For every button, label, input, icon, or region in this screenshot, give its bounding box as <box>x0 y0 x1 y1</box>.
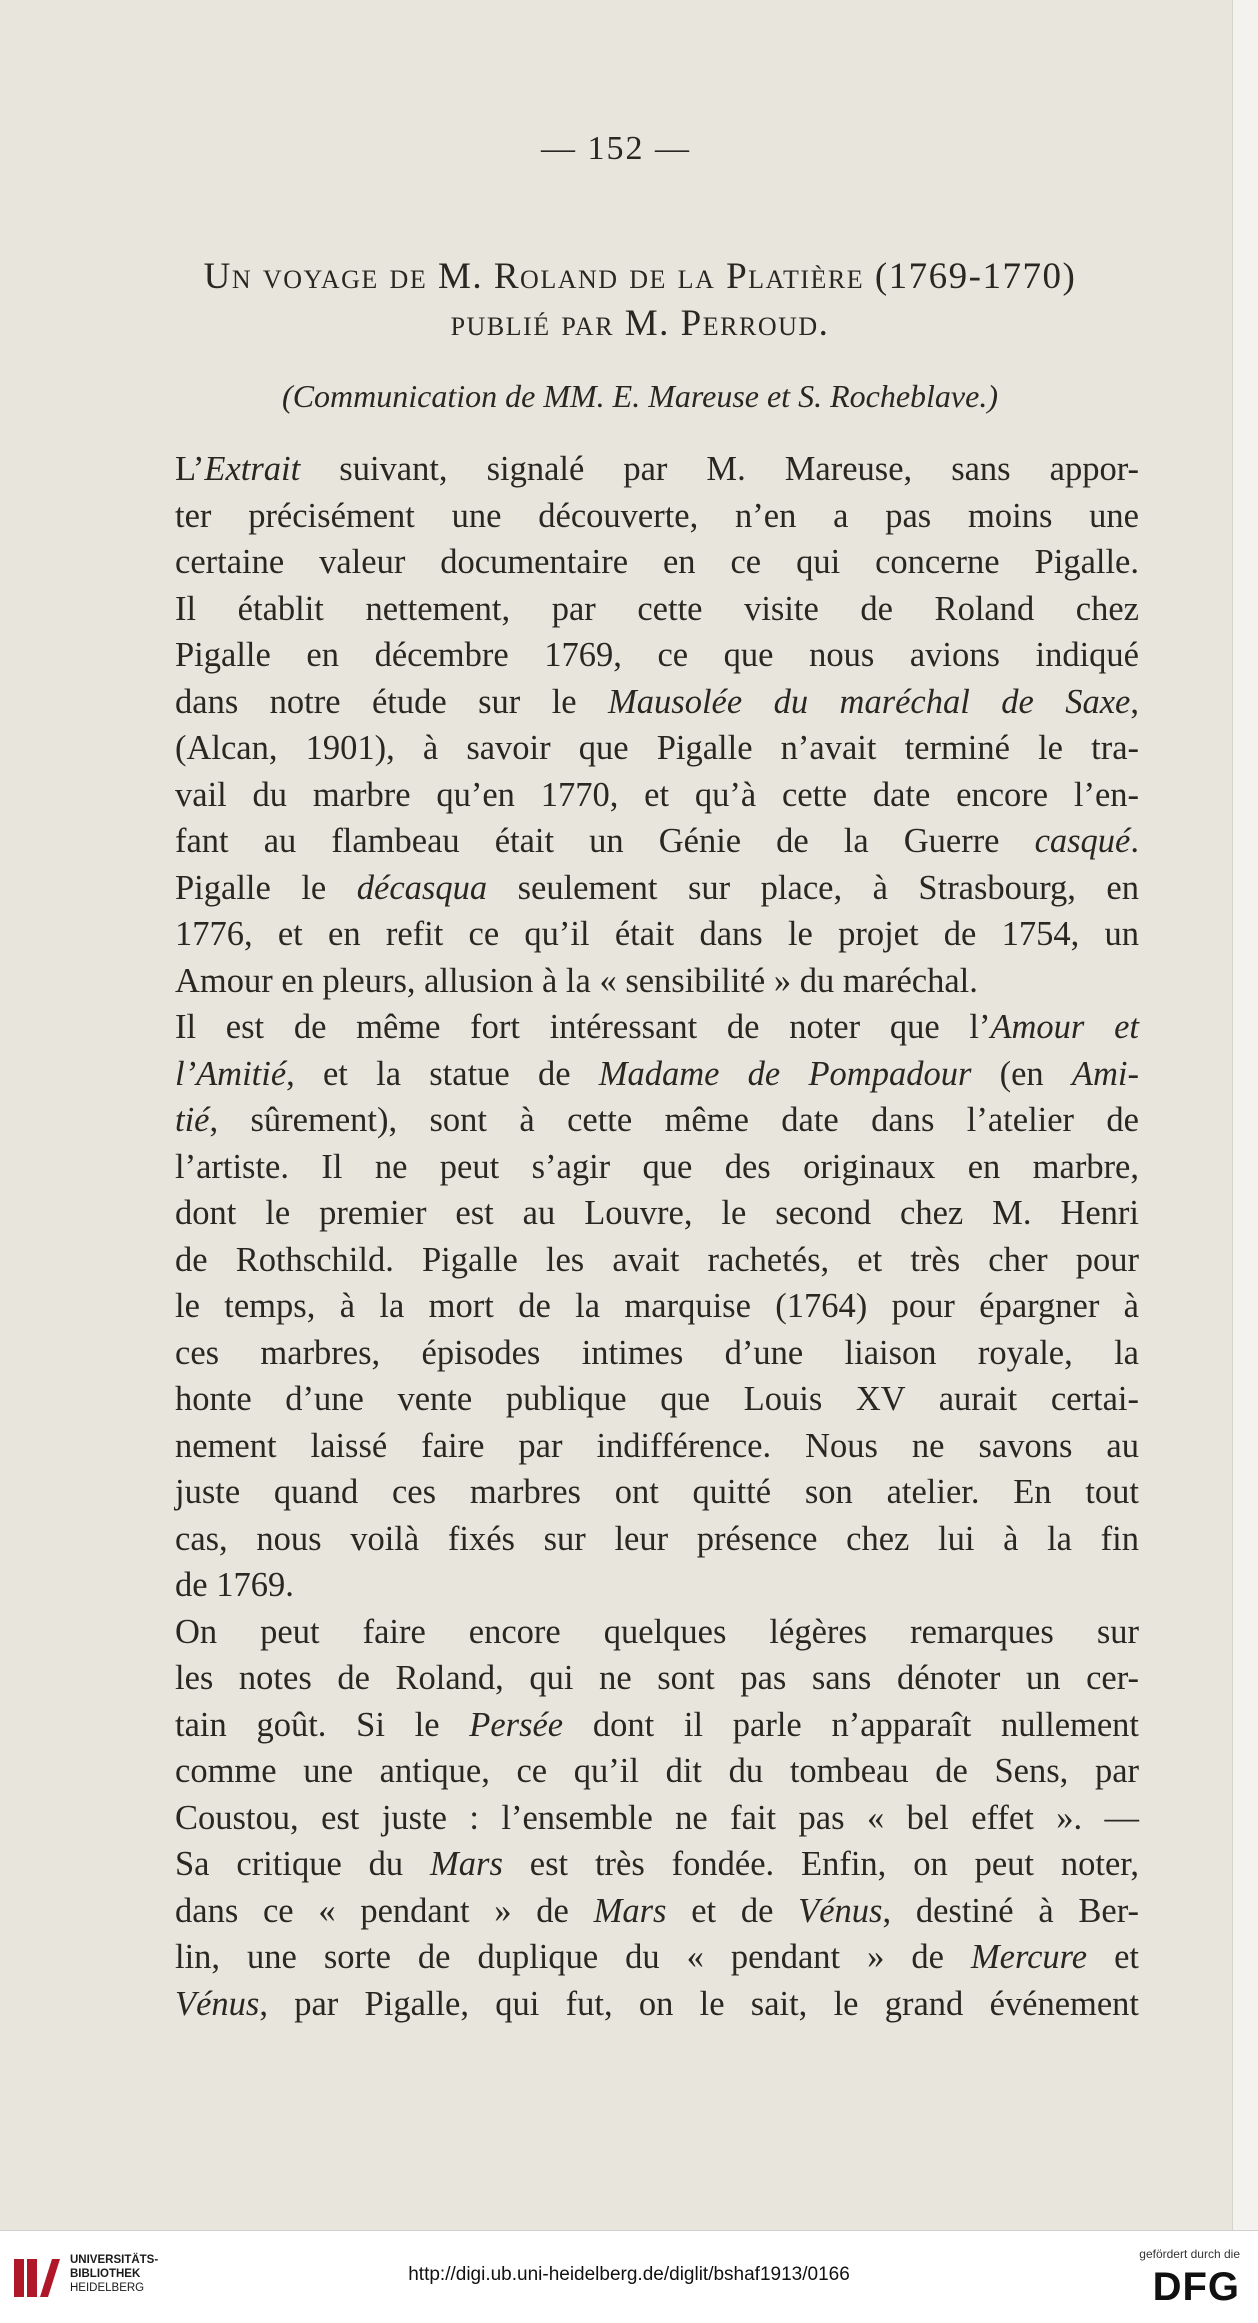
text-line: l’Amitié, et la statue de Madame de Pompadour (en Ami- <box>175 1054 1139 1093</box>
text-line: tain goût. Si le Persée dont il parle n’apparaît nullement <box>175 1705 1139 1744</box>
text-line: de Rothschild. Pigalle les avait rachetés, et très cher pour <box>175 1240 1139 1279</box>
footer-bar <box>0 2230 1258 2323</box>
text-line: Pigalle en décembre 1769, ce que nous avions indiqué <box>175 636 1139 674</box>
sponsor-label: gefördert durch die <box>1139 2247 1240 2261</box>
text-line: certaine valeur documentaire en ce qui concerne Pigalle. <box>175 543 1139 581</box>
body-text <box>135 446 1139 2027</box>
text-line: fant au flambeau était un Génie de la Guerre casqué. <box>175 822 1139 860</box>
text-line: Il est de même fort intéressant de noter que l’Amour et <box>175 1008 1139 1046</box>
text-line: Sa critique du Mars est très fondée. Enfin, on peut noter, <box>175 1845 1139 1883</box>
text-line: Coustou, est juste : l’ensemble ne fait pas « bel effet ». — <box>175 1798 1139 1837</box>
text-line: L’Extrait suivant, signalé par M. Mareuse, sans appor- <box>175 450 1139 488</box>
text-line: Il établit nettement, par cette visite de Roland chez <box>175 589 1139 628</box>
text-line: (Alcan, 1901), à savoir que Pigalle n’avait terminé le tra- <box>175 729 1139 767</box>
article-subtitle: publié par M. Perroud. <box>450 303 830 344</box>
dfg-logo: DFG <box>1152 2265 1240 2309</box>
permalink-url[interactable]: http://digi.ub.uni-heidelberg.de/diglit/bshaf1913/0166 <box>408 2264 850 2285</box>
paragraph-1 <box>135 446 1139 1004</box>
text-line: comme une antique, ce qu’il dit du tombeau de Sens, par <box>175 1752 1139 1790</box>
text-line: l’artiste. Il ne peut s’agir que des originaux en marbre, <box>175 1147 1139 1186</box>
text-line: dans notre étude sur le Mausolée du maréchal de Saxe, <box>175 682 1139 721</box>
paragraph-3 <box>135 1609 1139 2028</box>
library-name: UNIVERSITÄTS- BIBLIOTHEK HEIDELBERG <box>70 2254 159 2294</box>
text-line: vail du marbre qu’en 1770, et qu’à cette date encore l’en- <box>175 775 1139 814</box>
text-line: juste quand ces marbres ont quitté son atelier. En tout <box>175 1473 1139 1511</box>
text-line: cas, nous voilà fixés sur leur présence chez lui à la fin <box>175 1519 1139 1558</box>
page-number: — 152 — <box>541 130 691 167</box>
page-edge <box>1232 0 1258 2230</box>
text-line: dont le premier est au Louvre, le second chez M. Henri <box>175 1194 1139 1232</box>
text-line: Pigalle le décasqua seulement sur place, à Strasbourg, en <box>175 868 1139 907</box>
communication-note: (Communication de MM. E. Mareuse et S. Rocheblave.) <box>282 378 998 414</box>
text-line: Amour en pleurs, allusion à la « sensibilité » du maréchal. <box>175 961 978 1000</box>
text-line: Vénus, par Pigalle, qui fut, on le sait, le grand événement <box>175 1984 1139 2023</box>
text-line: ces marbres, épisodes intimes d’une liaison royale, la <box>175 1333 1139 1372</box>
text-line: le temps, à la mort de la marquise (1764) pour épargner à <box>175 1287 1139 1325</box>
paragraph-2 <box>135 1004 1139 1609</box>
text-line: lin, une sorte de duplique du « pendant » de Mercure et <box>175 1938 1139 1976</box>
article-title: Un voyage de M. Roland de la Platière (1769-1770) <box>203 256 1077 297</box>
text-line: les notes de Roland, qui ne sont pas sans dénoter un cer- <box>175 1659 1139 1697</box>
text-line: de 1769. <box>175 1566 294 1604</box>
text-line: tié, sûrement), sont à cette même date dans l’atelier de <box>175 1101 1139 1139</box>
text-line: On peut faire encore quelques légères remarques sur <box>175 1612 1139 1651</box>
text-line: 1776, et en refit ce qu’il était dans le projet de 1754, un <box>175 915 1139 953</box>
text-line: ter précisément une découverte, n’en a pas moins une <box>175 496 1139 535</box>
text-line: nement laissé faire par indifférence. Nous ne savons au <box>175 1426 1139 1465</box>
text-line: dans ce « pendant » de Mars et de Vénus, destiné à Ber- <box>175 1891 1139 1930</box>
text-line: honte d’une vente publique que Louis XV aurait certai- <box>175 1380 1139 1418</box>
